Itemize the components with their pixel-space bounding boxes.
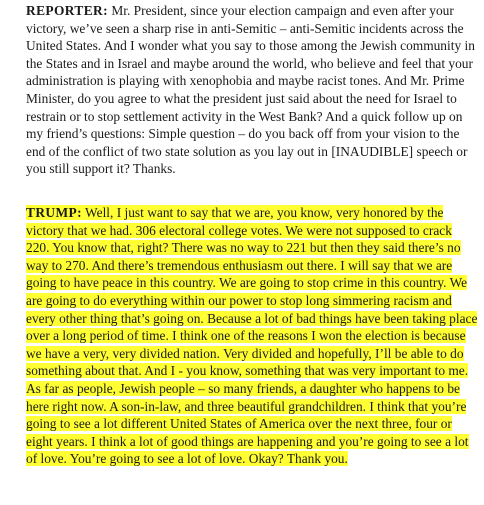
- trump-answer-highlight-2: As far as people, Jewish people – so many friends, a daughter who happens to be here right now. A son-in-law, and three beautiful grandchildren. I think that you’re going to see a lot different United States of America over the next three, four or eight years. I think a lot of good things are happening and you’re going to see a lot of love. You’re going to see a lot of love. Okay? Thank you.: [26, 381, 469, 467]
- reporter-speaker-label: REPORTER:: [26, 3, 108, 18]
- reporter-paragraph: [26, 2, 478, 178]
- reporter-question-text: Mr. President, since your election campaign and even after your victory, we’ve seen a sharp rise in anti-Semitic – anti-Semitic incidents across the United States. And I wonder what you say to those among the Jewish community in the States and in Israel and maybe around the world, who believe and feel that your administration is playing with xenophobia and maybe racist tones. And Mr. Prime Minister, do you agree to what the president just said about the need for Israel to restrain or to stop settlement activity in the West Bank? And a quick follow up on my friend’s questions: Simple question – do you back off from your vision to the end of the conflict of two state solution as you lay out in [INAUDIBLE] speech or you still support it? Thanks.: [26, 3, 475, 177]
- trump-answer-paragraph-2: [26, 380, 478, 468]
- trump-answer-text: Well, I just want to say that we are, you know, very honored by the victory that we had. 306 electoral college votes. We were not supposed to crack 220. You know that, right? There was no way to 221 but then they said there’s no way to 270. And there’s tremendous enthusiasm out there. I will say that we are going to have peace in this country. We are going to stop crime in this country. We are going to do everything within our power to stop long simmering racism and every other thing that’s going on. Because a lot of bad things have been taking place over a long period of time. I think one of the reasons I won the election is because we have a very, very divided nation. Very divided and hopefully, I’ll be able to do something about that. And I - you know, something that was very important to me.: [26, 205, 478, 379]
- trump-speaker-label: TRUMP:: [26, 205, 82, 220]
- trump-answer-paragraph: [26, 204, 478, 380]
- trump-answer-highlight: [26, 205, 477, 378]
